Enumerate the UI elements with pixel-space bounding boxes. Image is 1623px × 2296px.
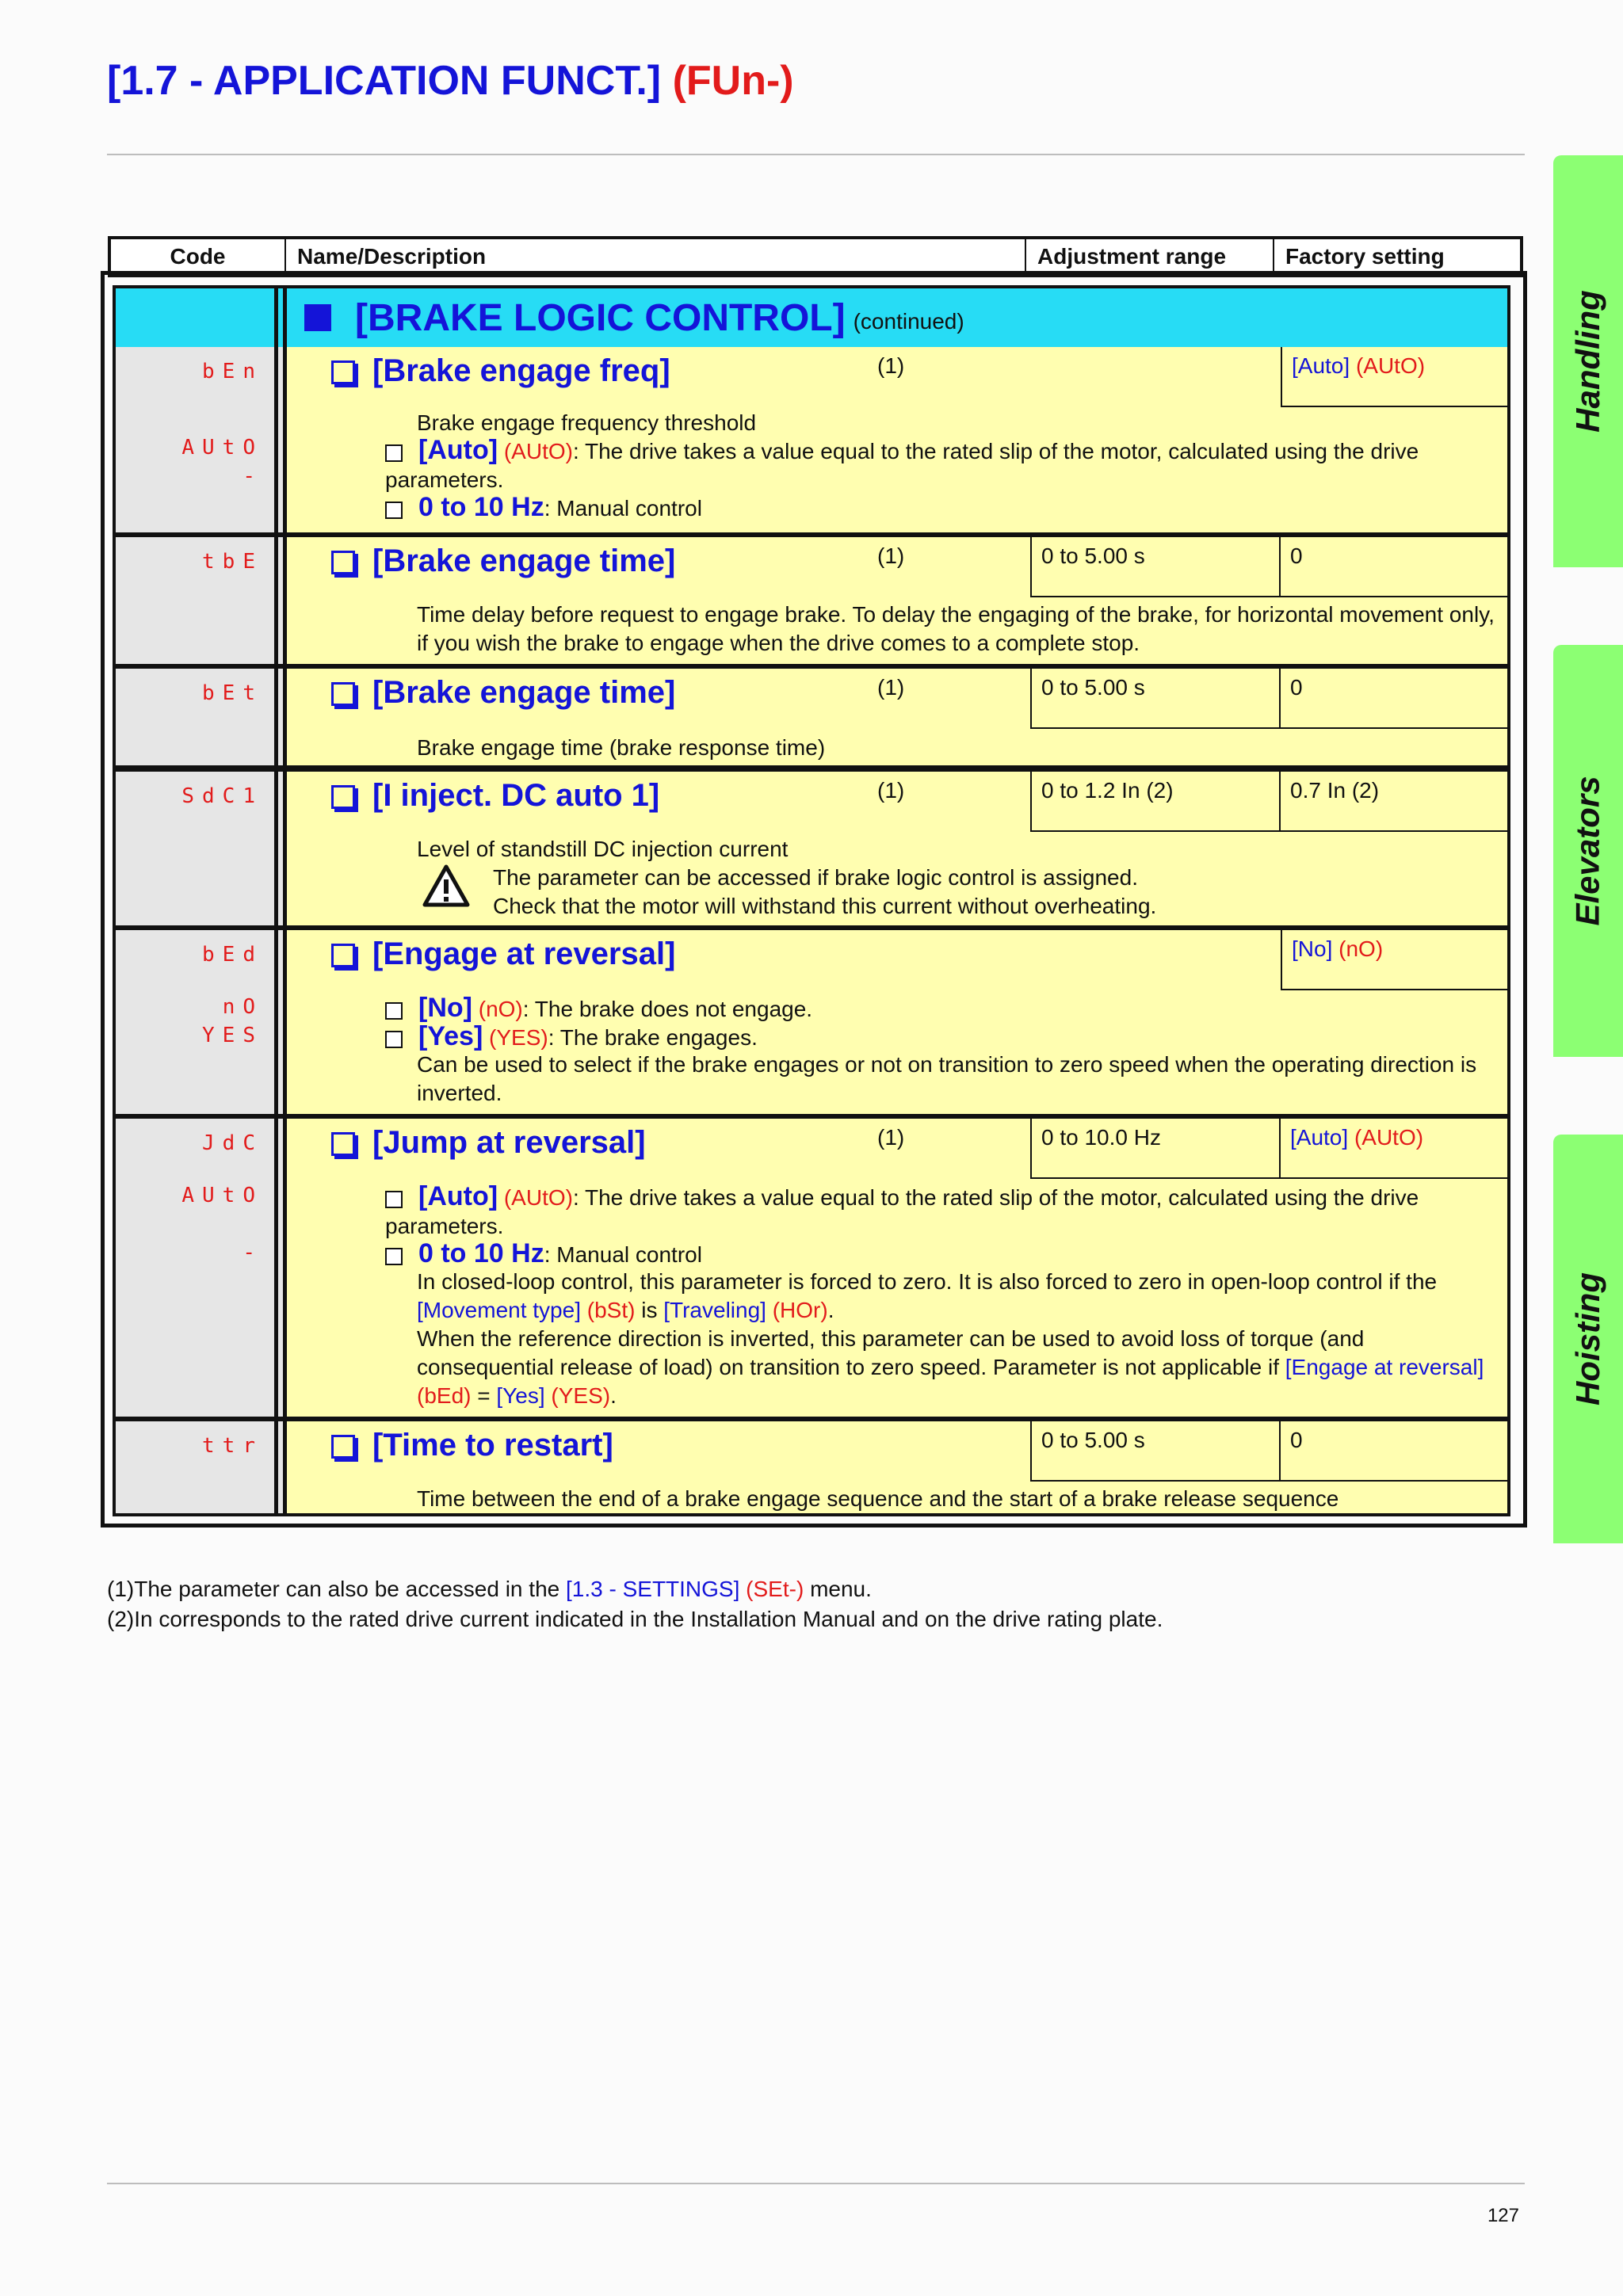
footer-divider	[107, 2183, 1525, 2184]
option-box-icon	[385, 502, 403, 519]
col-code-header: Code	[111, 239, 286, 274]
param-desc: Can be used to select if the brake engages or not on transition to zero speed when the operating direction is inverted.	[417, 1052, 1477, 1105]
option-code: -	[242, 464, 263, 488]
param-row-ben	[113, 347, 1510, 536]
note-ref: (1)	[877, 1125, 905, 1150]
param-code: SdC1	[181, 784, 263, 808]
note-ref: (1)	[877, 675, 905, 700]
param-name: [Jump at reversal]	[331, 1125, 646, 1161]
section-title: [BRAKE LOGIC CONTROL]	[355, 296, 846, 339]
option-item: 0 to 10 Hz: Manual control	[385, 493, 1499, 523]
param-code: bEd	[202, 943, 263, 967]
option-code: AUtO	[181, 1184, 263, 1207]
param-name: [Brake engage freq]	[331, 353, 670, 389]
section-header	[113, 285, 1510, 347]
header-divider	[107, 154, 1525, 155]
title-main: [1.7 - APPLICATION FUNCT.]	[107, 58, 662, 104]
col-factory-header: Factory setting	[1285, 244, 1445, 269]
adjustment-range: 0 to 5.00 s	[1030, 537, 1281, 597]
factory-setting: [Auto] (AUtO)	[1281, 1119, 1507, 1179]
option-box-icon	[385, 1031, 403, 1048]
title-code: (FUn-)	[672, 58, 794, 104]
side-tab-elevators[interactable]: Elevators	[1553, 645, 1623, 1057]
option-item: [Auto] (AUtO): The drive takes a value equal to the rated slip of the motor, calculated using the drive parameters.	[385, 435, 1419, 492]
param-row-tbe	[113, 536, 1510, 667]
side-tab-handling[interactable]: Handling	[1553, 155, 1623, 567]
option-item: [Auto] (AUtO): The drive takes a value equal to the rated slip of the motor, calculated using the drive parameters.	[385, 1181, 1419, 1238]
param-name: [Time to restart]	[331, 1428, 613, 1463]
option-code: -	[242, 1241, 263, 1264]
checkbox-icon	[331, 682, 355, 706]
param-desc: Time delay before request to engage brake. To delay the engaging of the brake, for horizontal movement only, if you wish the brake to engage when the drive comes to a complete stop.	[417, 602, 1495, 655]
param-desc: When the reference direction is inverted, this parameter can be used to avoid loss of torque (and consequential release of load) on transition to zero speed. Parameter is not applicable if [Engage at reversal] (bEd) = [Yes] (YES).	[417, 1326, 1484, 1408]
param-row-bet	[113, 667, 1510, 769]
section-square-icon	[304, 304, 331, 331]
page-number: 127	[1487, 2205, 1519, 2226]
col-name-header: Name/Description	[286, 239, 1026, 274]
option-code: AUtO	[181, 436, 263, 460]
factory-setting: [Auto] (AUtO)	[1281, 347, 1507, 407]
param-row-jdc	[113, 1117, 1510, 1420]
factory-setting: [No] (nO)	[1281, 930, 1507, 990]
param-desc: Brake engage frequency threshold	[417, 410, 757, 435]
adjustment-range: 0 to 10.0 Hz	[1030, 1119, 1281, 1179]
note-ref: (1)	[877, 778, 905, 803]
factory-setting: 0	[1281, 669, 1507, 729]
option-item: [No] (nO): The brake does not engage.	[385, 994, 1499, 1024]
option-box-icon	[385, 1002, 403, 1020]
factory-setting: 0.7 In (2)	[1281, 772, 1507, 832]
param-code: JdC	[202, 1131, 263, 1155]
parameter-table	[113, 285, 1510, 1516]
param-desc: Brake engage time (brake response time)	[417, 735, 826, 760]
param-row-ttr	[113, 1420, 1510, 1516]
option-code: nO	[222, 995, 263, 1019]
page-title	[107, 57, 794, 105]
param-code: bEn	[202, 360, 263, 383]
param-name: [Engage at reversal]	[331, 936, 675, 972]
param-row-sdc1	[113, 769, 1510, 929]
param-row-bed	[113, 929, 1510, 1117]
footnote-1: (1)The parameter can also be accessed in the [1.3 - SETTINGS] (SEt-) menu.	[107, 1577, 872, 1601]
option-item: 0 to 10 Hz: Manual control	[385, 1239, 1499, 1269]
checkbox-icon	[331, 1435, 355, 1459]
param-desc: Level of standstill DC injection current	[417, 837, 789, 861]
warning-text: Check that the motor will withstand this current without overheating.	[493, 894, 1157, 918]
warning-icon	[422, 864, 471, 908]
param-name: [Brake engage time]	[331, 675, 675, 711]
section-suffix: (continued)	[853, 309, 964, 334]
param-name: [Brake engage time]	[331, 543, 675, 579]
factory-setting: 0	[1281, 1421, 1507, 1482]
side-tab-hoisting[interactable]: Hoisting	[1553, 1135, 1623, 1543]
option-box-icon	[385, 1248, 403, 1265]
option-code: YES	[202, 1024, 263, 1047]
param-code: bEt	[202, 681, 263, 705]
option-item: [Yes] (YES): The brake engages.	[385, 1022, 1499, 1052]
note-ref: (1)	[877, 543, 905, 568]
param-desc: Time between the end of a brake engage sequence and the start of a brake release sequence	[417, 1486, 1339, 1511]
adjustment-range: 0 to 5.00 s	[1030, 669, 1281, 729]
factory-setting: 0	[1281, 537, 1507, 597]
param-desc: In closed-loop control, this parameter is forced to zero. It is also forced to zero in open-loop control if the [Movement type] (bSt) is [Traveling] (HOr).	[417, 1269, 1438, 1322]
param-code: ttr	[202, 1434, 263, 1458]
checkbox-icon	[331, 785, 355, 809]
col-range-header: Adjustment range	[1026, 239, 1274, 274]
option-box-icon	[385, 1191, 403, 1208]
option-box-icon	[385, 444, 403, 462]
warning-text: The parameter can be accessed if brake logic control is assigned.	[493, 865, 1138, 890]
adjustment-range: 0 to 5.00 s	[1030, 1421, 1281, 1482]
checkbox-icon	[331, 360, 355, 384]
checkbox-icon	[331, 551, 355, 574]
param-code: tbE	[202, 550, 263, 574]
checkbox-icon	[331, 1132, 355, 1156]
adjustment-range: 0 to 1.2 In (2)	[1030, 772, 1281, 832]
note-ref: (1)	[877, 353, 905, 378]
checkbox-icon	[331, 944, 355, 967]
footnote-2: (2)In corresponds to the rated drive current indicated in the Installation Manual and on the drive rating plate.	[107, 1607, 1163, 1631]
param-name: [I inject. DC auto 1]	[331, 778, 659, 814]
